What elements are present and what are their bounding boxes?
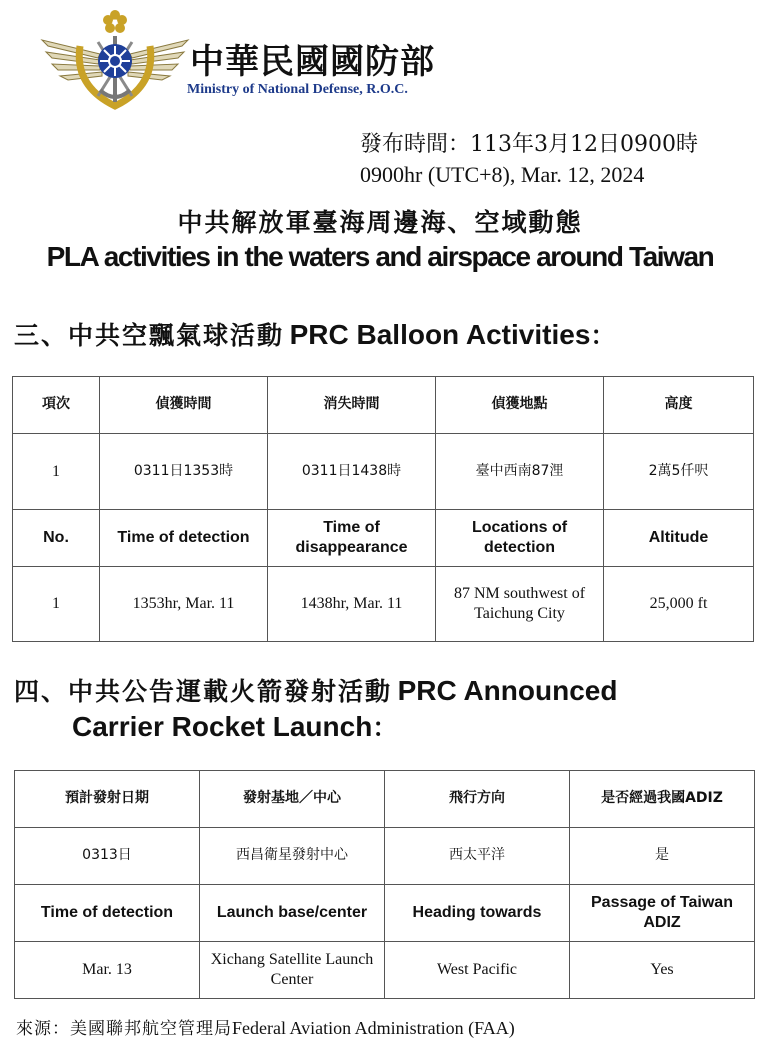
source-en: Federal Aviation Administration (FAA): [232, 1018, 515, 1038]
table-row: [15, 942, 755, 999]
table-row: [15, 885, 755, 942]
org-name-zh: 中華民國國防部: [190, 42, 435, 82]
table-header-cell: Locations of detection: [436, 510, 604, 567]
table-cell: 1353hr, Mar. 11: [100, 567, 268, 642]
table-cell: 西昌衛星發射中心: [200, 828, 385, 885]
table-header-cell: 發射基地／中心: [200, 771, 385, 828]
table-header-cell: 消失時間: [268, 377, 436, 434]
table-header-cell: Heading towards: [385, 885, 570, 942]
table-header-cell: Passage of Taiwan ADIZ: [570, 885, 755, 942]
table-cell: 25,000 ft: [604, 567, 754, 642]
rocket-heading-zh: 四、中共公告運載火箭發射活動: [14, 677, 393, 706]
page-title-en: PLA activities in the waters and airspace around Taiwan: [46, 241, 714, 272]
table-cell: 0311日1353時: [100, 434, 268, 510]
table-row: [13, 434, 754, 510]
balloon-heading-colon: ：: [590, 321, 618, 350]
table-header-cell: 飛行方向: [385, 771, 570, 828]
table-cell: Mar. 13: [15, 942, 200, 999]
balloon-heading-en: PRC Balloon Activities: [289, 319, 591, 350]
source-zh: 來源：美國聯邦航空管理局: [16, 1019, 232, 1039]
table-header-cell: Time of detection: [100, 510, 268, 567]
rocket-section-heading-line2: [72, 708, 399, 744]
table-cell: Yes: [570, 942, 755, 999]
table-cell: 87 NM southwest of Taichung City: [436, 567, 604, 642]
table-header-cell: 預計發射日期: [15, 771, 200, 828]
table-cell: 1438hr, Mar. 11: [268, 567, 436, 642]
page-title-zh: 中共解放軍臺海周邊海、空域動態: [177, 208, 583, 237]
table-header-cell: Launch base/center: [200, 885, 385, 942]
release-time-zh: 發布時間：113年3月12日0900時: [360, 132, 698, 157]
table-header-cell: 偵獲時間: [100, 377, 268, 434]
mnd-emblem-icon: [40, 6, 190, 112]
table-cell: 0311日1438時: [268, 434, 436, 510]
table-cell: 臺中西南87浬: [436, 434, 604, 510]
table-header-cell: Time of disappearance: [268, 510, 436, 567]
table-row: [13, 510, 754, 567]
table-cell: Xichang Satellite Launch Center: [200, 942, 385, 999]
table-header-cell: No.: [13, 510, 100, 567]
rocket-heading-en-line2: Carrier Rocket Launch: [72, 711, 373, 742]
table-cell: 是: [570, 828, 755, 885]
table-header-cell: 偵獲地點: [436, 377, 604, 434]
table-cell: 1: [13, 567, 100, 642]
table-row: [15, 828, 755, 885]
table-header-cell: Time of detection: [15, 885, 200, 942]
rocket-heading-en-line1: PRC Announced: [397, 675, 618, 706]
table-header-cell: 是否經過我國ADIZ: [570, 771, 755, 828]
rocket-launch-table: [14, 770, 755, 999]
table-row: [15, 771, 755, 828]
rocket-heading-colon: ：: [372, 713, 400, 742]
table-header-cell: 項次: [13, 377, 100, 434]
balloon-section-heading: [14, 316, 617, 352]
release-time-en: 0900hr (UTC+8), Mar. 12, 2024: [360, 162, 645, 187]
table-header-cell: Altitude: [604, 510, 754, 567]
source-note: [16, 1014, 515, 1039]
table-row: [13, 377, 754, 434]
table-cell: 0313日: [15, 828, 200, 885]
org-name-en: Ministry of National Defense, R.O.C.: [187, 82, 408, 97]
balloon-table: [12, 376, 754, 642]
table-cell: West Pacific: [385, 942, 570, 999]
table-header-cell: 高度: [604, 377, 754, 434]
table-row: [13, 567, 754, 642]
table-cell: 西太平洋: [385, 828, 570, 885]
table-cell: 2萬5仟呎: [604, 434, 754, 510]
table-cell: 1: [13, 434, 100, 510]
header: [40, 6, 500, 112]
balloon-heading-zh: 三、中共空飄氣球活動: [14, 321, 285, 350]
rocket-section-heading: [14, 672, 617, 708]
